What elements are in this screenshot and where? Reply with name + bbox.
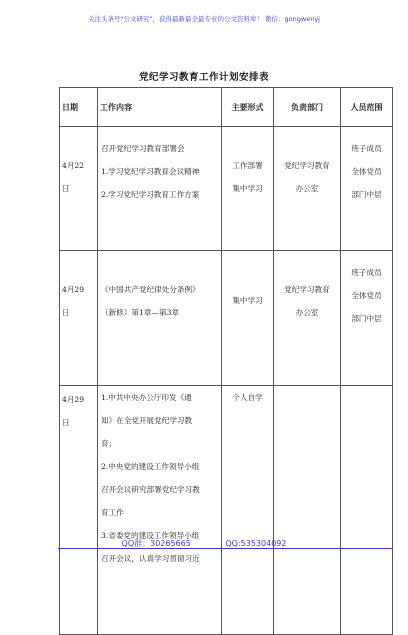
table-row xyxy=(60,127,393,251)
form-text: 个人自学 xyxy=(232,393,263,402)
form-text: 工作部署 xyxy=(232,161,263,170)
content-line: 召开党纪学习教育部署会 xyxy=(101,144,185,153)
scope-text: 部门中层 xyxy=(351,314,382,323)
content-cell xyxy=(98,251,222,386)
content-line: 2.学习党纪学习教育工作方案 xyxy=(101,190,200,199)
scope-text: 部门中层 xyxy=(351,190,382,199)
date-text: 4月29 xyxy=(62,395,85,404)
date-cell xyxy=(60,386,98,635)
content-line: 3.省委党的建设工作领导小组 xyxy=(101,531,200,540)
content-cell xyxy=(98,386,222,635)
content-line: 召开会议研究部署党纪学习教 xyxy=(101,485,200,494)
column-header-department: 负责部门 xyxy=(274,88,341,127)
form-cell xyxy=(222,251,274,386)
scope-text: 班子成员 xyxy=(351,144,382,153)
scope-cell xyxy=(341,127,393,251)
document-title: 党纪学习教育工作计划安排表 xyxy=(138,72,269,83)
scope-text: 全体党员 xyxy=(351,167,382,176)
date-text: 日 xyxy=(62,184,70,193)
table-row xyxy=(60,251,393,386)
content-line: 1.中共中央办公厅印发《通 xyxy=(101,393,192,402)
content-cell xyxy=(98,127,222,251)
column-header-scope: 人员范围 xyxy=(341,88,393,127)
footer-divider xyxy=(58,548,392,549)
column-header-form: 主要形式 xyxy=(222,88,274,127)
date-cell xyxy=(60,127,98,251)
content-line: 2.中央党的建设工作领导小组 xyxy=(101,462,200,471)
form-text: 集中学习 xyxy=(232,296,263,305)
content-line: 知》在全党开展党纪学习教 xyxy=(101,416,193,425)
department-text: 党纪学习教育 xyxy=(284,285,330,294)
department-cell xyxy=(274,386,341,635)
column-header-date: 日期 xyxy=(60,88,98,127)
department-text: 党纪学习教育 xyxy=(284,161,330,170)
content-line: 育； xyxy=(101,439,117,448)
qq-group-text: QQ群：30265665 xyxy=(121,539,191,548)
content-line: 召开会议，认真学习贯彻习近 xyxy=(101,554,200,563)
department-cell xyxy=(274,251,341,386)
form-text: 集中学习 xyxy=(232,184,263,193)
scope-cell xyxy=(341,251,393,386)
scope-text: 全体党员 xyxy=(351,291,382,300)
header-note: 关注头条号"公文研究"，获得最新最全最专业的公文资料库！ 微信：gongwenyj xyxy=(88,15,320,23)
schedule-table xyxy=(59,87,393,635)
scope-text: 班子成员 xyxy=(351,268,382,277)
content-line: 1.学习党纪学习教育会议精神 xyxy=(101,167,200,176)
date-text: 4月22 xyxy=(62,161,85,170)
content-line: 育工作 xyxy=(101,508,124,517)
table-row xyxy=(60,386,393,635)
column-header-content: 工作内容 xyxy=(98,88,222,127)
date-cell xyxy=(60,251,98,386)
date-text: 4月29 xyxy=(62,285,85,294)
form-cell xyxy=(222,386,274,635)
date-text: 日 xyxy=(62,308,70,317)
department-text: 办公室 xyxy=(295,184,319,193)
form-cell xyxy=(222,127,274,251)
scope-cell xyxy=(341,386,393,635)
content-line: 《中国共产党纪律处分条例》 xyxy=(101,285,200,294)
table-header-row xyxy=(60,88,393,127)
qq-text: QQ:535304092 xyxy=(225,539,287,548)
department-text: 办公室 xyxy=(295,308,319,317)
department-cell xyxy=(274,127,341,251)
date-text: 日 xyxy=(62,418,70,427)
content-line: （新修）第1章—第3章 xyxy=(101,308,180,317)
